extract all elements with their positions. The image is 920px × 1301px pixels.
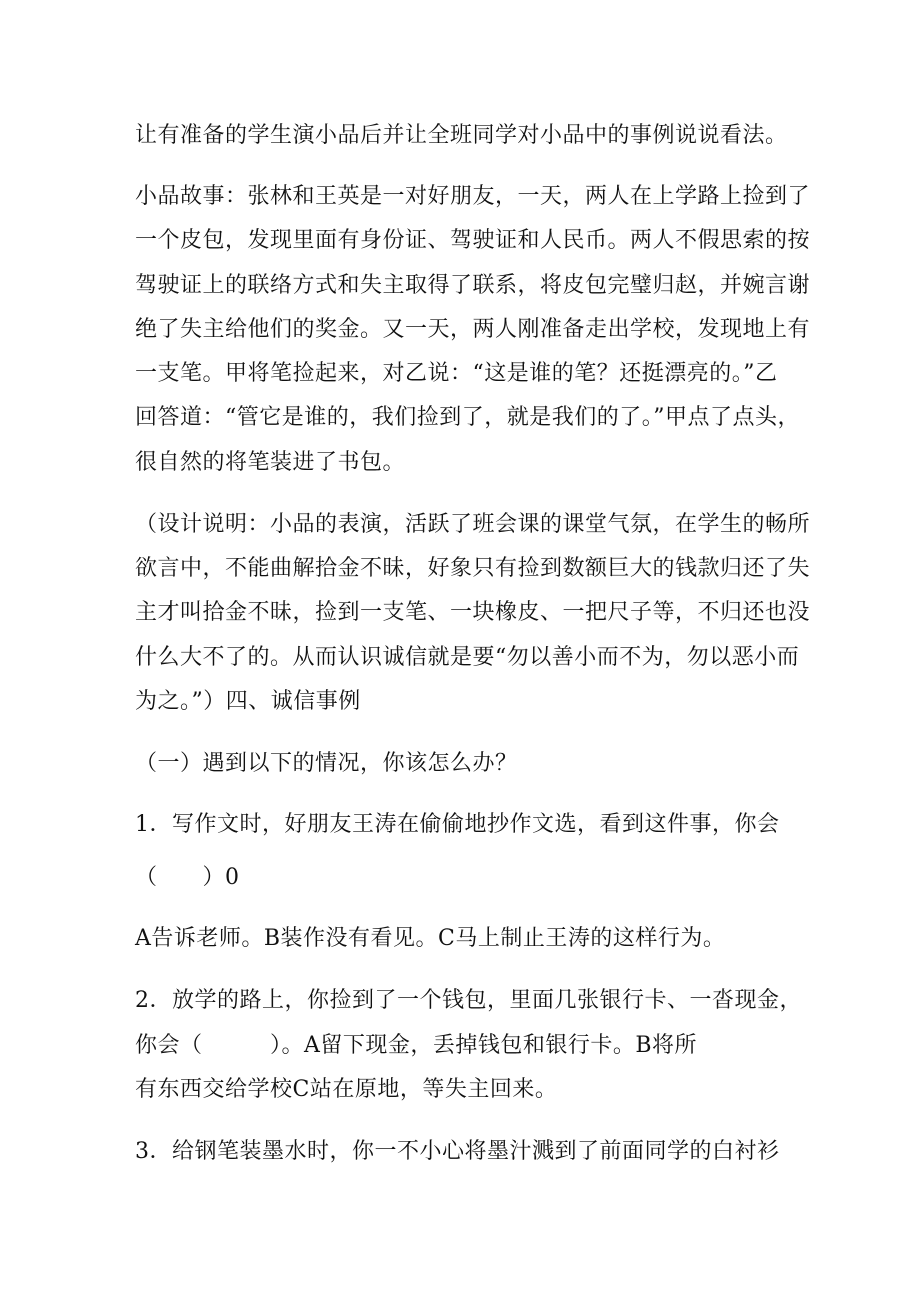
paragraph-line: 很自然的将笔装进了书包。 — [135, 450, 406, 475]
paragraph-line: 为之。”）四、诚信事例 — [135, 689, 361, 714]
paragraph-line: 小品故事：张林和王英是一对好朋友，一天，两人在上学路上捡到了 — [135, 184, 811, 209]
question-line: 1．写作文时，好朋友王涛在偷偷地抄作文选，看到这件事，你会 — [135, 812, 780, 837]
answer-options: A告诉老师。B装作没有看见。C马上制止王涛的这样行为。 — [135, 926, 726, 951]
paragraph-line: 绝了失主给他们的奖金。又一天，两人刚准备走出学校，发现地上有 — [135, 317, 811, 342]
paragraph-line: 驾驶证上的联络方式和失主取得了联系，将皮包完璧归赵，并婉言谢 — [135, 273, 811, 298]
paragraph-line: 让有准备的学生演小品后并让全班同学对小品中的事例说说看法。 — [135, 123, 788, 148]
question-line: 有东西交给学校C站在原地，等失主回来。 — [135, 1077, 558, 1102]
question-line: 你会（ ）。A留下现金，丢掉钱包和银行卡。B将所 — [135, 1033, 698, 1058]
paragraph-line: 什么大不了的。从而认识诚信就是要“勿以善小而不为，勿以恶小而 — [135, 645, 800, 670]
paragraph-line: 一个皮包，发现里面有身份证、驾驶证和人民币。两人不假思索的按 — [135, 228, 811, 253]
question-line: （ ）0 — [135, 865, 240, 890]
question-line: 3．给钢笔装墨水时，你一不小心将墨汁溅到了前面同学的白衬衫 — [135, 1139, 780, 1164]
section-heading: （一）遇到以下的情况，你该怎么办？ — [135, 751, 518, 776]
paragraph-line: 回答道：“管它是谁的，我们捡到了，就是我们的了。”甲点了点头， — [135, 405, 800, 430]
paragraph-line: （设计说明：小品的表演，活跃了班会课的课堂气氛，在学生的畅所 — [135, 512, 811, 537]
paragraph-line: 欲言中，不能曲解拾金不昧，好象只有捡到数额巨大的钱款归还了失 — [135, 556, 811, 581]
question-line: 2．放学的路上，你捡到了一个钱包，里面几张银行卡、一沓现金， — [135, 988, 802, 1013]
paragraph-line: 一支笔。甲将笔捡起来，对乙说：“这是谁的笔？还挺漂亮的。”乙 — [135, 361, 778, 386]
paragraph-line: 主才叫拾金不昧，捡到一支笔、一块橡皮、一把尺子等，不归还也没 — [135, 600, 811, 625]
